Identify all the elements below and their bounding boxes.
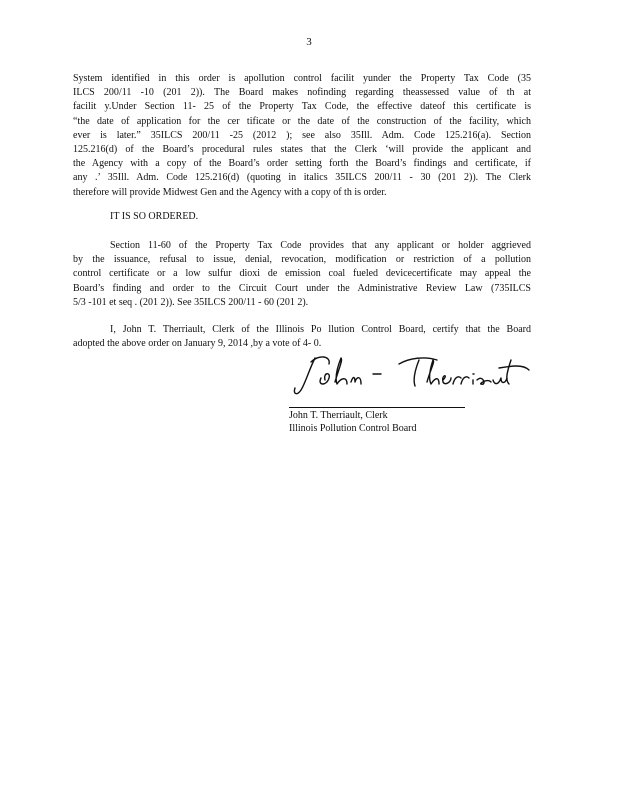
text-line: ILCS 200/11 -10 (201 2)). The Board makes nofinding regarding theassessed value of th at bbox=[73, 87, 531, 99]
order-statement: IT IS SO ORDERED. bbox=[110, 211, 199, 222]
text-line: I, John T. Therriault, Clerk of the Illinois Po llution Control Board, certify that the Board bbox=[110, 324, 531, 335]
text-line: facilit y.Under Section 11- 25 of the Property Tax Code, the effective dateof this certificate is bbox=[73, 101, 531, 113]
handwritten-signature bbox=[291, 350, 531, 402]
text-line: by the issuance, refusal to issue, denial, revocation, modification or restriction of a pollution bbox=[73, 254, 531, 266]
text-line: Board’s finding and order to the Circuit Court under the Administrative Review Law (735ILCS bbox=[73, 282, 531, 294]
signature-line bbox=[289, 407, 465, 408]
text-line: therefore will provide Midwest Gen and the Agency with a copy of th is order. bbox=[73, 186, 387, 198]
text-line: System identified in this order is apollution control facilit yunder the Property Tax Code (35 bbox=[73, 73, 531, 84]
text-line: adopted the above order on January 9, 2014 ,by a vote of 4- 0. bbox=[73, 338, 322, 350]
page-number: 3 bbox=[306, 36, 312, 48]
signer-name-title: John T. Therriault, Clerk bbox=[289, 410, 388, 421]
signer-organization: Illinois Pollution Control Board bbox=[289, 423, 417, 434]
signature-block bbox=[289, 409, 417, 435]
text-line: 5/3 -101 et seq . (201 2)). See 35ILCS 200/11 - 60 (201 2). bbox=[73, 296, 309, 308]
text-line: control certificate or a low sulfur dioxi de emission coal fueled devicecertificate may appeal the bbox=[73, 268, 531, 280]
paragraph-appeal-rights bbox=[73, 239, 531, 310]
text-line: any .’ 35Ill. Adm. Code 125.216(d) (quoting in italics 35ILCS 200/11 - 30 (201 2)). The Clerk bbox=[73, 172, 531, 184]
paragraph-clerk-certification bbox=[73, 323, 531, 351]
text-line: Section 11-60 of the Property Tax Code provides that any applicant or holder aggrieved bbox=[110, 240, 531, 251]
text-line: the Agency with a copy of the Board’s order setting forth the Board’s findings and certificate, if bbox=[73, 158, 531, 170]
paragraph-certificate-effective-date bbox=[73, 72, 531, 200]
text-line: “the date of application for the cer tificate or the date of the construction of the facility, which bbox=[73, 115, 531, 127]
text-line: 125.216(d) of the Board’s procedural rules states that the Clerk ‘will provide the applicant and bbox=[73, 144, 531, 156]
text-line: ever is later.” 35ILCS 200/11 -25 (2012 ); see also 35Ill. Adm. Code 125.216(a). Section bbox=[73, 129, 531, 141]
